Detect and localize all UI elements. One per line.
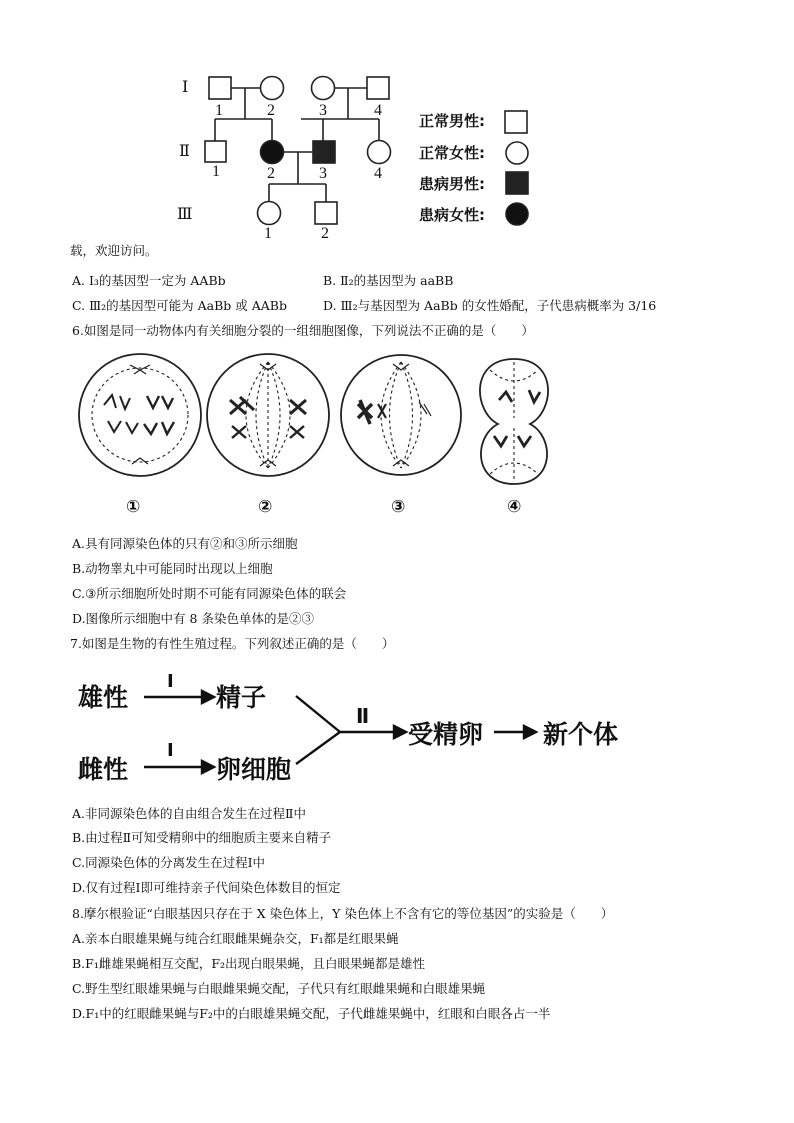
gen2-label-4: 4 bbox=[374, 165, 382, 182]
cell-caption-1: ① bbox=[126, 497, 141, 517]
q6-option-b: B.动物睾丸中可能同时出现以上细胞 bbox=[72, 561, 273, 576]
legend-affected-female: 患病女性: bbox=[419, 206, 485, 224]
flow-new-individual: 新个体 bbox=[543, 720, 619, 749]
cell-caption-2: ② bbox=[258, 497, 273, 517]
gen-II-label: Ⅱ bbox=[179, 143, 190, 160]
flow-process-2: Ⅱ bbox=[356, 704, 370, 728]
q6-option-a: A.具有同源染色体的只有②和③所示细胞 bbox=[72, 536, 298, 551]
gen3-label-1: 1 bbox=[264, 225, 272, 242]
gen1-label-3: 3 bbox=[319, 102, 327, 119]
gen1-label-2: 2 bbox=[267, 102, 275, 119]
pedigree-diagram bbox=[170, 66, 550, 246]
q8-option-c: C.野生型红眼雄果蝇与白眼雌果蝇交配，子代只有红眼雌果蝇和白眼雄果蝇 bbox=[72, 981, 486, 996]
q7-option-b: B.由过程Ⅱ可知受精卵中的细胞质主要来自精子 bbox=[72, 830, 332, 845]
reproduction-flow-figure bbox=[70, 666, 640, 790]
cell-caption-4: ④ bbox=[507, 497, 522, 517]
legend-normal-female: 正常女性: bbox=[419, 144, 485, 162]
q5-option-a: A. Ⅰ₃的基因型一定为 AABb bbox=[72, 273, 226, 288]
q8-option-b: B.F₁雌雄果蝇相互交配，F₂出现白眼果蝇，且白眼果蝇都是雄性 bbox=[72, 956, 426, 971]
flow-female: 雌性 bbox=[78, 755, 129, 784]
q5-option-b: B. Ⅱ₂的基因型为 aaBB bbox=[323, 273, 454, 288]
q8-stem: 8.摩尔根验证“白眼基因只存在于 X 染色体上，Y 染色体上不含有它的等位基因”的实验是（ ） bbox=[72, 906, 614, 921]
flow-process-1-bottom: Ⅰ bbox=[167, 740, 174, 761]
q6-option-c: C.③所示细胞所处时期不可能有同源染色体的联会 bbox=[72, 586, 347, 601]
cell-division-figure bbox=[74, 352, 574, 527]
legend-normal-male: 正常男性: bbox=[419, 112, 485, 130]
flow-process-1-top: Ⅰ bbox=[167, 671, 174, 692]
legend-affected-male: 患病男性: bbox=[419, 175, 485, 193]
gen-I-label: Ⅰ bbox=[182, 79, 189, 96]
q6-option-d: D.图像所示细胞中有 8 条染色单体的是②③ bbox=[72, 611, 314, 626]
q7-option-d: D.仅有过程Ⅰ即可维持亲子代间染色体数目的恒定 bbox=[72, 880, 341, 895]
q7-option-c: C.同源染色体的分离发生在过程Ⅰ中 bbox=[72, 855, 266, 870]
flow-zygote: 受精卵 bbox=[408, 720, 484, 749]
q5-option-d: D. Ⅲ₂与基因型为 AaBb 的女性婚配，子代患病概率为 3/16 bbox=[323, 298, 657, 313]
q8-option-a: A.亲本白眼雄果蝇与纯合红眼雌果蝇杂交，F₁都是红眼果蝇 bbox=[72, 931, 399, 946]
flow-egg: 卵细胞 bbox=[216, 755, 292, 784]
gen1-label-1: 1 bbox=[215, 102, 223, 119]
gen-III-label: Ⅲ bbox=[177, 206, 193, 223]
q7-stem: 7.如图是生物的有性生殖过程。下列叙述正确的是（ ） bbox=[70, 636, 395, 651]
flow-sperm: 精子 bbox=[216, 683, 267, 712]
gen2-label-2: 2 bbox=[267, 165, 275, 182]
cell-caption-3: ③ bbox=[391, 497, 406, 517]
gen1-label-4: 4 bbox=[374, 102, 382, 119]
gen2-label-3: 3 bbox=[319, 165, 327, 182]
pedigree-figure bbox=[170, 66, 550, 246]
gen3-label-2: 2 bbox=[321, 225, 329, 242]
flow-male: 雄性 bbox=[78, 683, 129, 712]
cell-division-diagram bbox=[74, 352, 574, 492]
q6-stem: 6.如图是同一动物体内有关细胞分裂的一组细胞图像，下列说法不正确的是（ ） bbox=[72, 323, 534, 338]
q8-option-d: D.F₁中的红眼雌果蝇与F₂中的白眼雄果蝇交配，子代雌雄果蝇中，红眼和白眼各占一半 bbox=[72, 1006, 551, 1021]
q7-option-a: A.非同源染色体的自由组合发生在过程Ⅱ中 bbox=[72, 806, 306, 821]
q5-option-c: C. Ⅲ₂的基因型可能为 AaBb 或 AABb bbox=[72, 298, 287, 313]
welcome-text: 载，欢迎访问。 bbox=[70, 243, 158, 258]
gen2-label-1: 1 bbox=[212, 163, 220, 180]
